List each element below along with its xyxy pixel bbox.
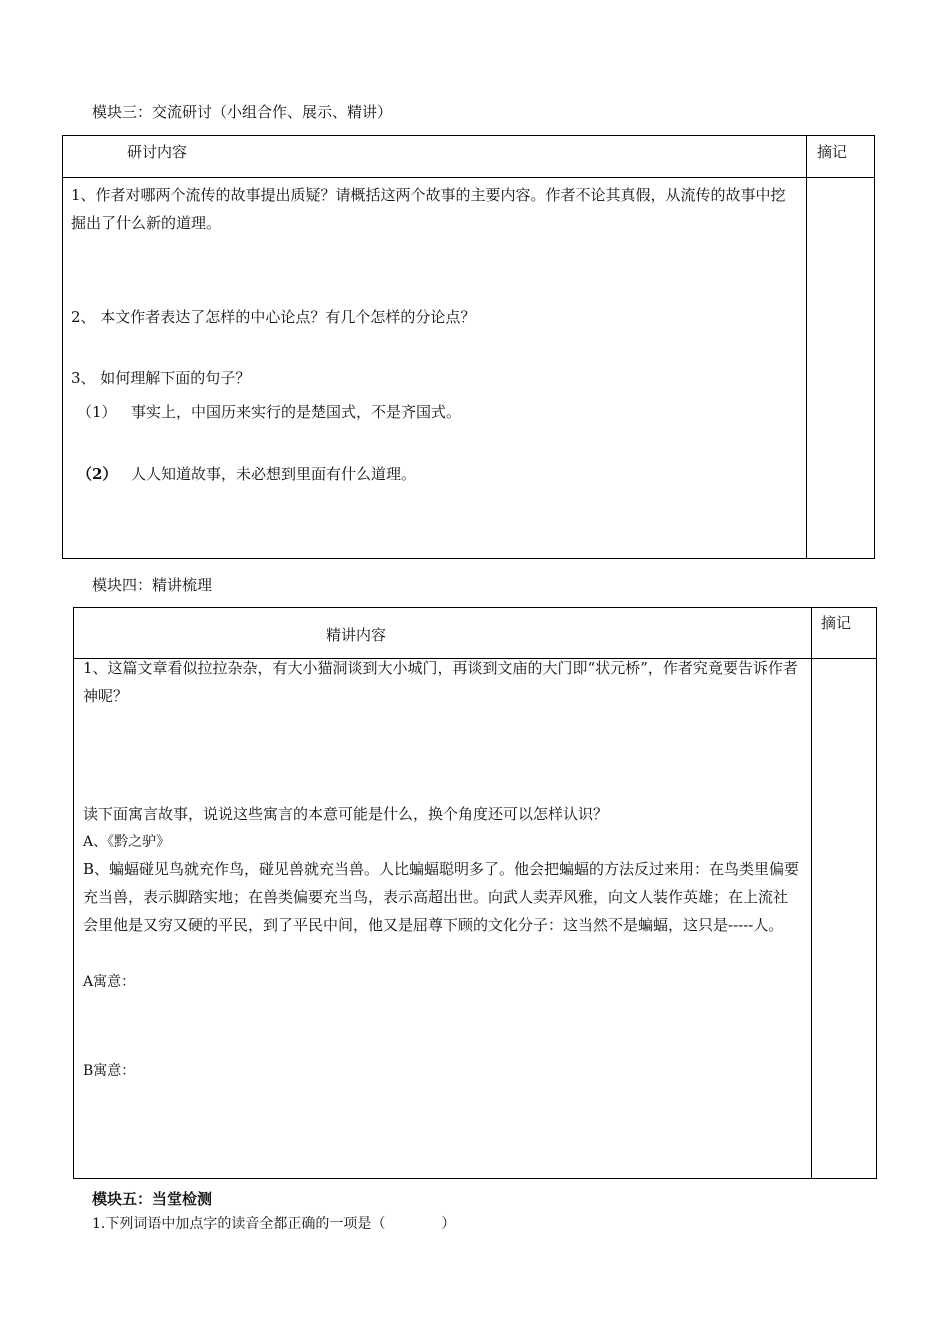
module4-item-b: B、蝙蝠碰见鸟就充作鸟，碰见兽就充当兽。人比蝙蝠聪明多了。他会把蝙蝠的方法反过来用：在鸟类里偏要充当兽，表示脚踏实地；在兽类偏要充当鸟，表示高超出世。向武人卖弄风雅，向文人装作英雄；在上流社会里他是又穷又硬的平民，到了平民中间，他又是屈尊下顾的文化分子：这当然不是蝙蝠，这只是-----人。 (83, 860, 800, 934)
module3-q3-item-1-text: 事实上，中国历来实行的是楚国式，不是齐国式。 (131, 403, 462, 421)
module4-b-meaning: B寓意： (83, 1063, 136, 1079)
module3-content-header-cell (63, 136, 807, 178)
module3-q3-item-1 (77, 402, 806, 422)
module3-content-cell (63, 178, 807, 559)
module3-notes-header: 摘记 (817, 143, 848, 161)
module4-title: 模块四：精讲梳理 (92, 576, 213, 594)
module4-content-header: 精讲内容 (326, 626, 387, 644)
module4-content-header-cell (74, 608, 812, 659)
module4-intro: 读下面寓言故事，说说这些寓言的本意可能是什么，换个角度还可以怎样认识？ (83, 805, 609, 823)
module3-content-header: 研讨内容 (127, 143, 188, 161)
module4-notes-header: 摘记 (821, 614, 852, 632)
module4-content-cell (74, 659, 812, 1179)
module3-question-3: 3、 如何理解下面的句子？ (71, 369, 251, 387)
module5-question-1: 1.下列词语中加点字的读音全都正确的一项是（ ） (92, 1216, 456, 1232)
module4-question-1: 1、这篇文章看似拉拉杂杂，有大小猫洞谈到大小城门，再谈到文庙的大门即“状元桥”，作者究竟要告诉作者神呢？ (83, 659, 798, 705)
module3-q3-item-2-num: （2） (77, 465, 118, 483)
module4-a-meaning: A寓意： (83, 974, 136, 990)
module3-question-2: 2、 本文作者表达了怎样的中心论点？有几个怎样的分论点？ (71, 308, 476, 326)
module4-table (73, 607, 877, 1179)
module3-title: 模块三：交流研讨（小组合作、展示、精讲） (92, 103, 393, 121)
module4-notes-header-cell (812, 608, 877, 659)
module3-q3-item-2-text: 人人知道故事，未必想到里面有什么道理。 (131, 465, 417, 483)
module3-question-1: 1、作者对哪两个流传的故事提出质疑？请概括这两个故事的主要内容。作者不论其真假，从流传的故事中挖掘出了什么新的道理。 (71, 186, 786, 232)
module3-notes-header-cell (807, 136, 875, 178)
module3-notes-cell (807, 178, 875, 559)
module5-title: 模块五：当堂检测 (92, 1190, 213, 1208)
module3-q3-item-1-num: （1） (77, 403, 117, 421)
module4-notes-cell (812, 659, 877, 1179)
module4-item-a: A、《黔之驴》 (83, 834, 171, 850)
module3-table (62, 135, 875, 559)
module3-q3-item-2 (77, 464, 806, 484)
